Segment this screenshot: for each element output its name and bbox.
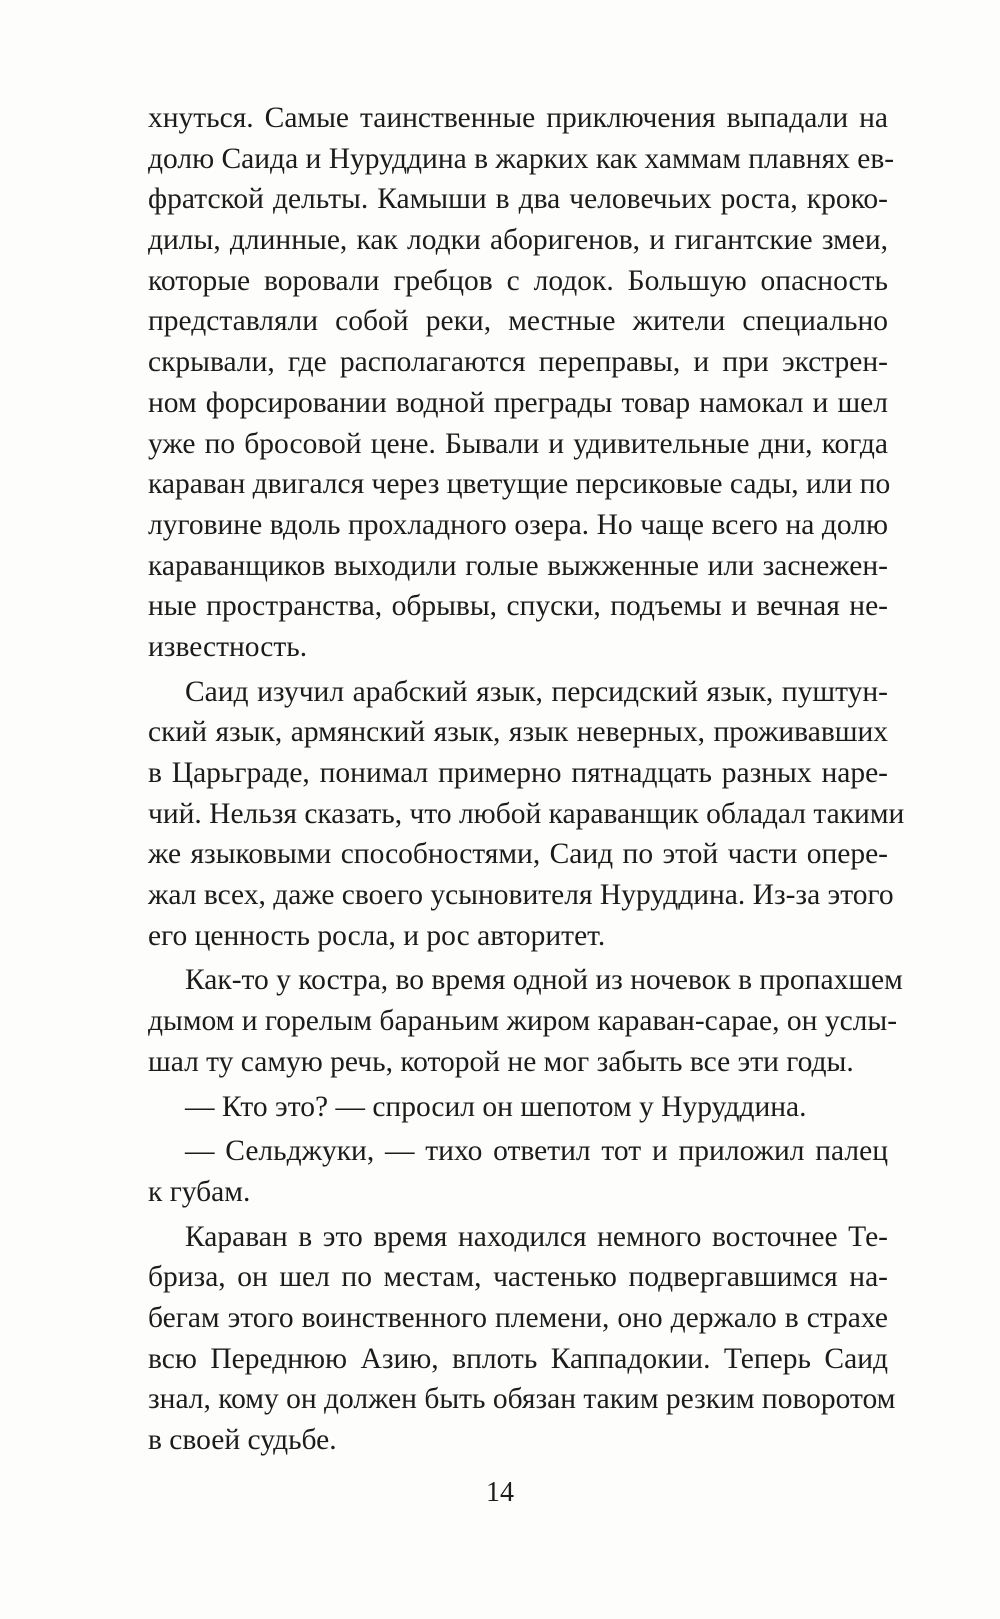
text-line: караванщиков выходили голые выжженные или заснежен-: [148, 549, 888, 582]
text-line: бегам этого воинственного племени, оно держало в страхе: [148, 1301, 888, 1334]
text-line: — Сельджуки, — тихо ответил тот и приложил палец: [185, 1135, 888, 1168]
text-line: к губам.: [148, 1175, 251, 1208]
text-line: известность.: [148, 630, 308, 663]
text-line: хнуться. Самые таинственные приключения выпадали на: [148, 102, 888, 134]
text-line: ные пространства, обрывы, спуски, подъемы и вечная не-: [148, 590, 888, 623]
text-line: знал, кому он должен быть обязан таким резким поворотом: [148, 1383, 896, 1416]
text-line: всю Переднюю Азию, вплоть Каппадокии. Теперь Саид: [148, 1342, 888, 1375]
text-line: луговине вдоль прохладного озера. Но чаще всего на долю: [148, 508, 888, 541]
paragraph: [148, 1131, 888, 1212]
text-line: представляли собой реки, местные жители специально: [148, 305, 888, 338]
text-line: его ценность росла, и рос авторитет.: [148, 919, 606, 952]
text-line: уже по бросовой цене. Бывали и удивительные дни, когда: [148, 427, 888, 460]
text-line: Караван в это время находился немного восточнее Те-: [185, 1220, 888, 1253]
page-number: 14: [486, 1477, 514, 1508]
paragraph: [148, 960, 903, 1082]
text-line: в Царьграде, понимал примерно пятнадцать разных наре-: [148, 757, 888, 789]
paragraph: [148, 672, 905, 957]
paragraph: [148, 98, 895, 668]
text-line: фратской дельты. Камыши в два человечьих роста, кроко-: [148, 183, 888, 216]
text-line: долю Саида и Нуруддина в жарких как хаммам плавнях ев-: [148, 142, 895, 175]
text-line: дилы, длинные, как лодки аборигенов, и гигантские змеи,: [148, 224, 888, 257]
text-line: Как-то у костра, во время одной из ночевок в пропахшем: [185, 964, 903, 997]
text-line: которые воровали гребцов с лодок. Большую опасность: [148, 264, 888, 297]
text-line: дымом и горелым бараньим жиром караван-сарае, он услы-: [148, 1005, 898, 1038]
text-line: шал ту самую речь, которой не мог забыть все эти годы.: [148, 1045, 854, 1078]
text-line: чий. Нельзя сказать, что любой караванщик обладал такими: [148, 797, 905, 830]
paragraph: [148, 1217, 896, 1461]
paragraph: [148, 1087, 888, 1128]
body-text: [148, 98, 905, 1461]
text-line: — Кто это? — спросил он шепотом у Нуруддина.: [185, 1090, 807, 1123]
text-line: же языковыми способностями, Саид по этой части опере-: [148, 838, 888, 871]
text-line: ном форсировании водной преграды товар намокал и шел: [148, 386, 888, 419]
text-line: жал всех, даже своего усыновителя Нуруддина. Из-за этого: [148, 879, 894, 912]
text-line: Саид изучил арабский язык, персидский язык, пуштун-: [185, 675, 888, 708]
text-line: в своей судьбе.: [148, 1424, 337, 1456]
text-line: караван двигался через цветущие персиковые сады, или по: [148, 468, 891, 501]
text-line: скрывали, где располагаются переправы, и при экстрен-: [148, 346, 888, 379]
text-line: бриза, он шел по местам, частенько подвергавшимся на-: [148, 1261, 888, 1294]
text-line: ский язык, армянский язык, язык неверных, проживавших: [148, 716, 888, 749]
